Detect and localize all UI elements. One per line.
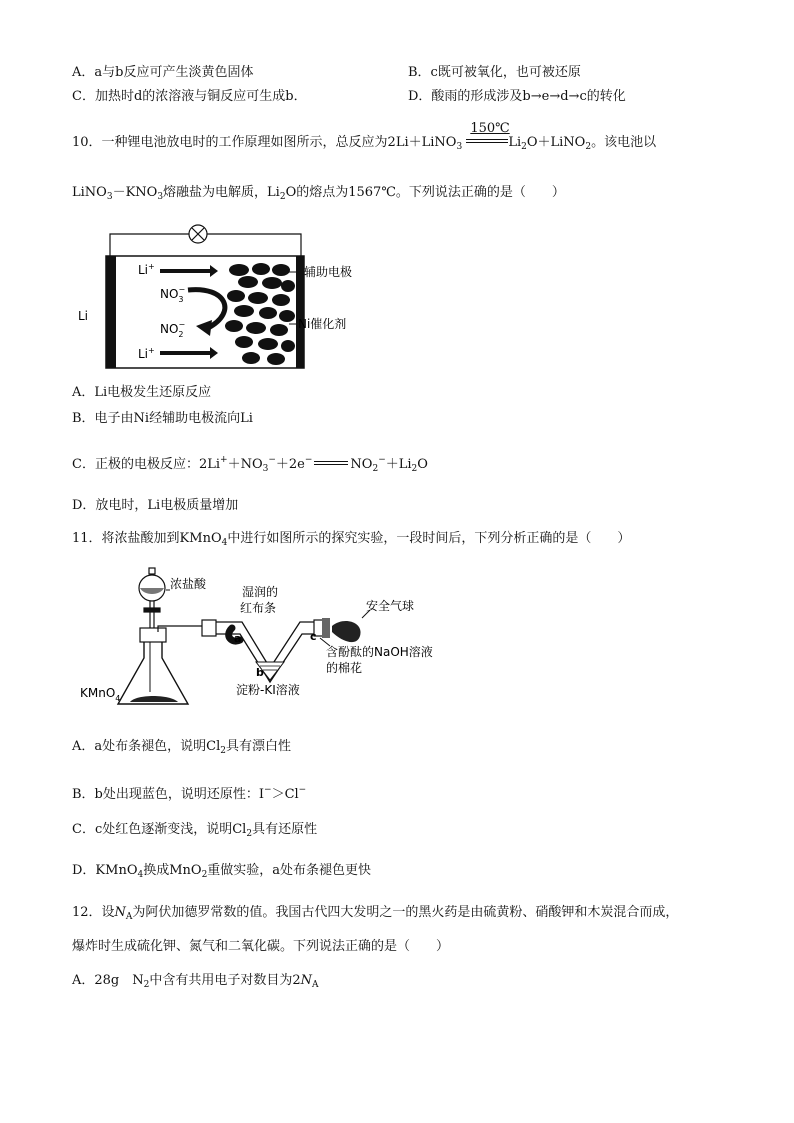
q10-option-c: C．正极的电极反应：$2Li^++NO_3^-+2e^-$ $NO_2^-+Li_2O$	[72, 455, 428, 474]
q9-option-b: B．c既可被氧化，也可被还原	[408, 65, 581, 80]
stopper	[140, 628, 166, 642]
q10-option-b: B．电子由Ni经辅助电极流向Li	[72, 411, 253, 426]
balloon-label: 安全气球	[366, 599, 415, 613]
hcl-liquid	[140, 588, 164, 594]
reaction-arrow: 150℃	[466, 132, 508, 150]
cotton-label: 含酚酞的NaOH溶液	[326, 645, 433, 659]
q11-option-d: D．KMnO$_4$换成MnO$_2$重做实验，a处布条褪色更快	[72, 863, 372, 880]
li-electrode	[106, 256, 116, 368]
hcl-label: 浓盐酸	[170, 577, 207, 591]
q10-stem: 10．一种锂电池放电时的工作原理如图所示，总反应为2Li＋LiNO$_3$ 150℃ $Li_2O+LiNO_2$。该电池以	[72, 121, 657, 152]
q12-option-a: A．28g $N_2$中含有共用电子对数目为$2N_A$	[72, 973, 319, 990]
bulb-icon	[189, 225, 207, 243]
li-ion-bottom: Li+	[138, 346, 155, 361]
q11-option-a: A．a处布条褪色，说明$Cl_2$具有漂白性	[72, 739, 291, 756]
kmno4-sub: 4	[115, 694, 121, 703]
aux-electrode-label: 辅助电极	[304, 265, 353, 279]
q11-option-c: C．c处红色逐渐变浅，说明$Cl_2$具有还原性	[72, 822, 318, 839]
kmno4-label: KMnO$_4$	[80, 686, 121, 703]
ni-catalyst-label: Ni催化剂	[298, 317, 347, 331]
cotton-plug	[322, 618, 330, 638]
q11-stem: 11．将浓盐酸加到KMnO$_4$中进行如图所示的探究实验，一段时间后，下列分析正确的是（ ）	[72, 531, 631, 548]
equals-sign	[314, 461, 348, 465]
q11-option-b: B．b处出现蓝色，说明还原性：I−＞Cl−	[72, 785, 307, 802]
label-b: b	[256, 666, 264, 679]
cotton-label-2: 的棉花	[326, 661, 363, 675]
ki-label: 淀粉-KI溶液	[236, 683, 300, 697]
q9-option-d: D．酸雨的形成涉及b→e→d→c的转化	[408, 89, 626, 104]
li-ion-top: Li+	[138, 262, 155, 277]
tube-stopper-left	[202, 620, 216, 636]
q12-stem-line2: 爆炸时生成硫化钾、氮气和二氧化碳。下列说法正确的是（ ）	[72, 939, 450, 954]
q9-option-a: A．a与b反应可产生淡黄色固体	[72, 65, 254, 80]
label-c: c	[310, 630, 317, 643]
li-label: Li	[78, 309, 89, 323]
aux-electrode	[296, 256, 304, 368]
no2-ion: $NO_2-$	[160, 320, 186, 339]
wet-cloth-label: 湿润的	[242, 585, 279, 599]
no3-ion: $NO_3-$	[160, 285, 186, 304]
label-a: a	[234, 632, 242, 645]
q10-option-a: A．Li电极发生还原反应	[72, 385, 212, 400]
battery-diagram	[76, 220, 376, 370]
q10-stem-line2: $LiNO_3-KNO_3$熔融盐为电解质，$Li_2O$的熔点为1567℃。下列说法正确的是（ ）	[72, 185, 565, 202]
apparatus-diagram	[74, 566, 454, 716]
q11-stem-sub: 4	[221, 538, 228, 548]
balloon-icon	[332, 621, 361, 642]
separatory-funnel	[139, 568, 165, 628]
kmno4-solid	[130, 696, 178, 702]
q10-option-d: D．放电时，Li电极质量增加	[72, 498, 239, 513]
wet-cloth-label-2: 红布条	[240, 601, 277, 615]
q9-option-c: C．加热时d的浓溶液与铜反应可生成b．	[72, 89, 307, 104]
q12-stem: 12．设$N_A$为阿伏加德罗常数的值。我国古代四大发明之一的黑火药是由硫黄粉、硝酸钾和木炭混合而成，	[72, 905, 679, 922]
q11-optd-sub: 4	[137, 870, 144, 880]
